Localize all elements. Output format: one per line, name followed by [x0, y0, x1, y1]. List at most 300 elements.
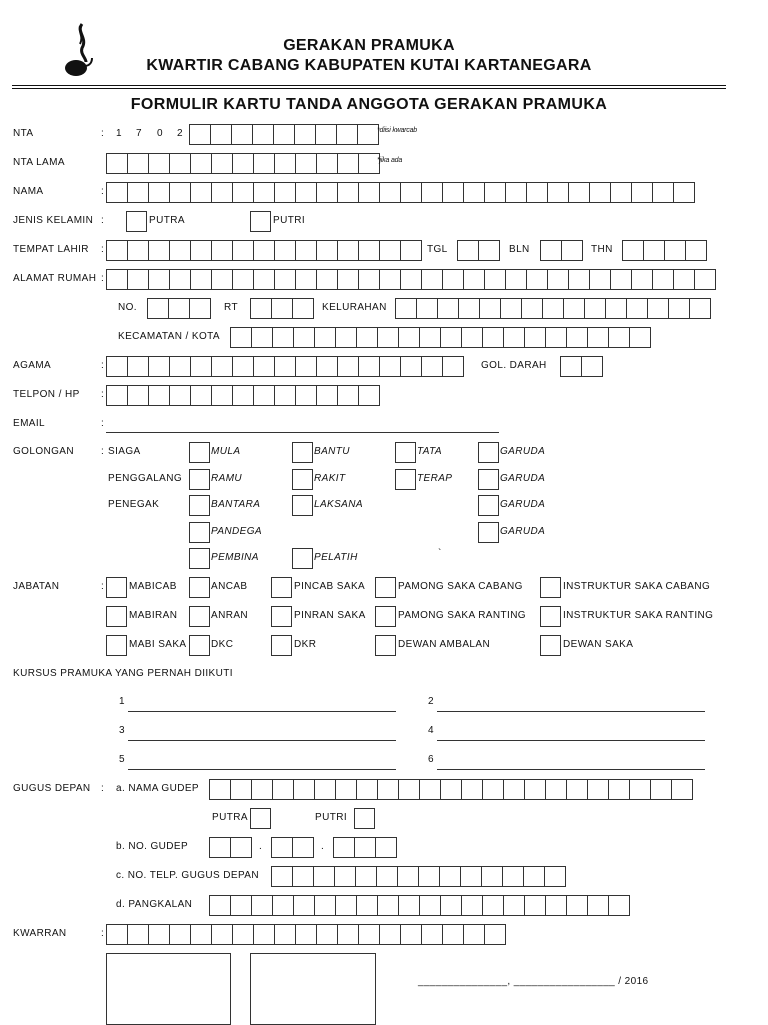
input-cell[interactable] — [315, 124, 337, 145]
input-cell[interactable] — [337, 924, 359, 945]
input-cell[interactable] — [253, 924, 275, 945]
input-cell[interactable] — [608, 779, 630, 800]
no-gudep-input-2[interactable] — [271, 837, 314, 858]
input-cell[interactable] — [500, 298, 522, 319]
input-cell[interactable] — [295, 924, 317, 945]
input-cell[interactable] — [333, 837, 355, 858]
input-cell[interactable] — [457, 240, 479, 261]
anran-checkbox[interactable] — [189, 606, 210, 627]
pamong-saka-ranting-checkbox[interactable] — [375, 606, 396, 627]
input-cell[interactable] — [106, 924, 128, 945]
input-cell[interactable] — [440, 895, 462, 916]
input-cell[interactable] — [106, 153, 128, 174]
input-cell[interactable] — [211, 356, 233, 377]
input-cell[interactable] — [313, 866, 335, 887]
kursus-input-4[interactable] — [437, 740, 705, 741]
input-cell[interactable] — [316, 385, 338, 406]
input-cell[interactable] — [190, 924, 212, 945]
input-cell[interactable] — [232, 182, 254, 203]
input-cell[interactable] — [232, 269, 254, 290]
input-cell[interactable] — [547, 182, 569, 203]
input-cell[interactable] — [647, 298, 669, 319]
input-cell[interactable] — [274, 356, 296, 377]
thn-input[interactable] — [622, 240, 707, 261]
input-cell[interactable] — [230, 327, 252, 348]
input-cell[interactable] — [379, 924, 401, 945]
agama-input[interactable] — [106, 356, 464, 377]
input-cell[interactable] — [335, 895, 357, 916]
input-cell[interactable] — [542, 298, 564, 319]
input-cell[interactable] — [358, 924, 380, 945]
input-cell[interactable] — [335, 779, 357, 800]
kursus-input-6[interactable] — [437, 769, 705, 770]
input-cell[interactable] — [253, 269, 275, 290]
input-cell[interactable] — [316, 269, 338, 290]
input-cell[interactable] — [356, 779, 378, 800]
input-cell[interactable] — [274, 240, 296, 261]
input-cell[interactable] — [127, 924, 149, 945]
nta-lama-input[interactable] — [106, 153, 380, 174]
input-cell[interactable] — [274, 182, 296, 203]
input-cell[interactable] — [664, 240, 686, 261]
input-cell[interactable] — [400, 240, 422, 261]
input-cell[interactable] — [694, 269, 716, 290]
input-cell[interactable] — [668, 298, 690, 319]
input-cell[interactable] — [685, 240, 707, 261]
input-cell[interactable] — [358, 356, 380, 377]
kursus-input-5[interactable] — [128, 769, 396, 770]
pamong-saka-cabang-checkbox[interactable] — [375, 577, 396, 598]
input-cell[interactable] — [398, 895, 420, 916]
input-cell[interactable] — [316, 182, 338, 203]
input-cell[interactable] — [127, 385, 149, 406]
input-cell[interactable] — [230, 779, 252, 800]
input-cell[interactable] — [271, 866, 293, 887]
input-cell[interactable] — [605, 298, 627, 319]
input-cell[interactable] — [337, 269, 359, 290]
input-cell[interactable] — [566, 327, 588, 348]
input-cell[interactable] — [253, 182, 275, 203]
input-cell[interactable] — [211, 385, 233, 406]
input-cell[interactable] — [502, 866, 524, 887]
input-cell[interactable] — [671, 779, 693, 800]
input-cell[interactable] — [463, 182, 485, 203]
input-cell[interactable] — [398, 327, 420, 348]
input-cell[interactable] — [629, 779, 651, 800]
input-cell[interactable] — [610, 182, 632, 203]
input-cell[interactable] — [419, 895, 441, 916]
input-cell[interactable] — [631, 269, 653, 290]
input-cell[interactable] — [251, 779, 273, 800]
input-cell[interactable] — [169, 269, 191, 290]
input-cell[interactable] — [314, 895, 336, 916]
input-cell[interactable] — [545, 327, 567, 348]
telp-gudep-input[interactable] — [271, 866, 566, 887]
input-cell[interactable] — [631, 182, 653, 203]
input-cell[interactable] — [190, 385, 212, 406]
input-cell[interactable] — [358, 269, 380, 290]
input-cell[interactable] — [463, 269, 485, 290]
input-cell[interactable] — [379, 269, 401, 290]
input-cell[interactable] — [461, 779, 483, 800]
input-cell[interactable] — [190, 153, 212, 174]
pincab-saka-checkbox[interactable] — [271, 577, 292, 598]
input-cell[interactable] — [294, 124, 316, 145]
input-cell[interactable] — [416, 298, 438, 319]
input-cell[interactable] — [608, 327, 630, 348]
input-cell[interactable] — [274, 153, 296, 174]
ramu-checkbox[interactable] — [189, 469, 210, 490]
no-gudep-input-3[interactable] — [333, 837, 397, 858]
nama-gudep-input[interactable] — [209, 779, 693, 800]
input-cell[interactable] — [231, 124, 253, 145]
input-cell[interactable] — [482, 779, 504, 800]
input-cell[interactable] — [505, 182, 527, 203]
input-cell[interactable] — [526, 269, 548, 290]
input-cell[interactable] — [421, 356, 443, 377]
input-cell[interactable] — [230, 837, 252, 858]
input-cell[interactable] — [458, 298, 480, 319]
no-input[interactable] — [147, 298, 211, 319]
input-cell[interactable] — [376, 866, 398, 887]
input-cell[interactable] — [440, 779, 462, 800]
input-cell[interactable] — [358, 182, 380, 203]
gudep-putri-checkbox[interactable] — [354, 808, 375, 829]
input-cell[interactable] — [379, 356, 401, 377]
input-cell[interactable] — [629, 327, 651, 348]
input-cell[interactable] — [148, 240, 170, 261]
input-cell[interactable] — [524, 779, 546, 800]
terap-checkbox[interactable] — [395, 469, 416, 490]
input-cell[interactable] — [148, 269, 170, 290]
input-cell[interactable] — [479, 298, 501, 319]
input-cell[interactable] — [211, 240, 233, 261]
input-cell[interactable] — [395, 298, 417, 319]
putri-checkbox[interactable] — [250, 211, 271, 232]
rakit-checkbox[interactable] — [292, 469, 313, 490]
bantu-checkbox[interactable] — [292, 442, 313, 463]
input-cell[interactable] — [505, 269, 527, 290]
putra-checkbox[interactable] — [126, 211, 147, 232]
garuda-penegak-checkbox[interactable] — [478, 495, 499, 516]
tempat-lahir-input[interactable] — [106, 240, 422, 261]
mabicab-checkbox[interactable] — [106, 577, 127, 598]
input-cell[interactable] — [252, 124, 274, 145]
input-cell[interactable] — [337, 153, 359, 174]
input-cell[interactable] — [295, 356, 317, 377]
input-cell[interactable] — [545, 895, 567, 916]
input-cell[interactable] — [232, 153, 254, 174]
input-cell[interactable] — [336, 124, 358, 145]
input-cell[interactable] — [421, 269, 443, 290]
input-cell[interactable] — [478, 240, 500, 261]
input-cell[interactable] — [147, 298, 169, 319]
input-cell[interactable] — [442, 182, 464, 203]
input-cell[interactable] — [463, 924, 485, 945]
input-cell[interactable] — [355, 866, 377, 887]
input-cell[interactable] — [127, 356, 149, 377]
input-cell[interactable] — [461, 327, 483, 348]
input-cell[interactable] — [189, 124, 211, 145]
input-cell[interactable] — [521, 298, 543, 319]
input-cell[interactable] — [673, 182, 695, 203]
input-cell[interactable] — [253, 385, 275, 406]
input-cell[interactable] — [377, 895, 399, 916]
telpon-input[interactable] — [106, 385, 380, 406]
input-cell[interactable] — [127, 240, 149, 261]
input-cell[interactable] — [314, 779, 336, 800]
input-cell[interactable] — [524, 895, 546, 916]
pangkalan-input[interactable] — [209, 895, 630, 916]
input-cell[interactable] — [484, 182, 506, 203]
input-cell[interactable] — [293, 895, 315, 916]
input-cell[interactable] — [461, 895, 483, 916]
input-cell[interactable] — [587, 327, 609, 348]
input-cell[interactable] — [540, 240, 562, 261]
input-cell[interactable] — [335, 327, 357, 348]
input-cell[interactable] — [274, 269, 296, 290]
input-cell[interactable] — [563, 298, 585, 319]
input-cell[interactable] — [526, 182, 548, 203]
input-cell[interactable] — [397, 866, 419, 887]
input-cell[interactable] — [168, 298, 190, 319]
kursus-input-3[interactable] — [128, 740, 396, 741]
pembina-checkbox[interactable] — [189, 548, 210, 569]
input-cell[interactable] — [211, 269, 233, 290]
input-cell[interactable] — [253, 356, 275, 377]
input-cell[interactable] — [148, 924, 170, 945]
pelatih-checkbox[interactable] — [292, 548, 313, 569]
input-cell[interactable] — [400, 269, 422, 290]
tata-checkbox[interactable] — [395, 442, 416, 463]
input-cell[interactable] — [400, 182, 422, 203]
input-cell[interactable] — [337, 182, 359, 203]
input-cell[interactable] — [148, 356, 170, 377]
input-cell[interactable] — [622, 240, 644, 261]
input-cell[interactable] — [292, 298, 314, 319]
alamat-input[interactable] — [106, 269, 716, 290]
input-cell[interactable] — [460, 866, 482, 887]
input-cell[interactable] — [547, 269, 569, 290]
input-cell[interactable] — [587, 779, 609, 800]
input-cell[interactable] — [419, 779, 441, 800]
photo-box-2[interactable] — [250, 953, 376, 1025]
input-cell[interactable] — [211, 924, 233, 945]
input-cell[interactable] — [589, 182, 611, 203]
input-cell[interactable] — [334, 866, 356, 887]
nama-input[interactable] — [106, 182, 695, 203]
input-cell[interactable] — [211, 182, 233, 203]
input-cell[interactable] — [379, 240, 401, 261]
input-cell[interactable] — [148, 182, 170, 203]
mabi-saka-checkbox[interactable] — [106, 635, 127, 656]
dewan-saka-checkbox[interactable] — [540, 635, 561, 656]
dkr-checkbox[interactable] — [271, 635, 292, 656]
input-cell[interactable] — [230, 895, 252, 916]
input-cell[interactable] — [293, 779, 315, 800]
input-cell[interactable] — [169, 924, 191, 945]
garuda-penggalang-checkbox[interactable] — [478, 469, 499, 490]
input-cell[interactable] — [295, 153, 317, 174]
input-cell[interactable] — [316, 356, 338, 377]
mula-checkbox[interactable] — [189, 442, 210, 463]
input-cell[interactable] — [337, 356, 359, 377]
input-cell[interactable] — [652, 269, 674, 290]
input-cell[interactable] — [295, 385, 317, 406]
input-cell[interactable] — [584, 298, 606, 319]
bln-input[interactable] — [540, 240, 583, 261]
input-cell[interactable] — [356, 895, 378, 916]
input-cell[interactable] — [587, 895, 609, 916]
input-cell[interactable] — [314, 327, 336, 348]
input-cell[interactable] — [377, 779, 399, 800]
pinran-saka-checkbox[interactable] — [271, 606, 292, 627]
input-cell[interactable] — [190, 240, 212, 261]
input-cell[interactable] — [673, 269, 695, 290]
input-cell[interactable] — [232, 924, 254, 945]
input-cell[interactable] — [272, 895, 294, 916]
input-cell[interactable] — [442, 356, 464, 377]
input-cell[interactable] — [272, 779, 294, 800]
input-cell[interactable] — [274, 924, 296, 945]
kecamatan-input[interactable] — [230, 327, 651, 348]
input-cell[interactable] — [253, 153, 275, 174]
input-cell[interactable] — [503, 895, 525, 916]
input-cell[interactable] — [273, 124, 295, 145]
input-cell[interactable] — [568, 269, 590, 290]
input-cell[interactable] — [292, 837, 314, 858]
input-cell[interactable] — [568, 182, 590, 203]
input-cell[interactable] — [190, 182, 212, 203]
input-cell[interactable] — [106, 240, 128, 261]
input-cell[interactable] — [421, 924, 443, 945]
input-cell[interactable] — [209, 779, 231, 800]
input-cell[interactable] — [274, 385, 296, 406]
dewan-ambalan-checkbox[interactable] — [375, 635, 396, 656]
input-cell[interactable] — [127, 269, 149, 290]
input-cell[interactable] — [271, 298, 293, 319]
input-cell[interactable] — [253, 240, 275, 261]
photo-box-1[interactable] — [106, 953, 231, 1025]
input-cell[interactable] — [544, 866, 566, 887]
input-cell[interactable] — [148, 385, 170, 406]
input-cell[interactable] — [169, 182, 191, 203]
input-cell[interactable] — [482, 895, 504, 916]
input-cell[interactable] — [337, 240, 359, 261]
input-cell[interactable] — [560, 356, 582, 377]
input-cell[interactable] — [316, 924, 338, 945]
input-cell[interactable] — [608, 895, 630, 916]
input-cell[interactable] — [418, 866, 440, 887]
input-cell[interactable] — [440, 327, 462, 348]
input-cell[interactable] — [127, 182, 149, 203]
input-cell[interactable] — [337, 385, 359, 406]
input-cell[interactable] — [566, 779, 588, 800]
gol-darah-input[interactable] — [560, 356, 603, 377]
input-cell[interactable] — [400, 356, 422, 377]
input-cell[interactable] — [169, 356, 191, 377]
garuda-siaga-checkbox[interactable] — [478, 442, 499, 463]
input-cell[interactable] — [545, 779, 567, 800]
input-cell[interactable] — [106, 182, 128, 203]
input-cell[interactable] — [316, 153, 338, 174]
kwarran-input[interactable] — [106, 924, 506, 945]
input-cell[interactable] — [127, 153, 149, 174]
input-cell[interactable] — [232, 385, 254, 406]
input-cell[interactable] — [524, 327, 546, 348]
input-cell[interactable] — [356, 327, 378, 348]
input-cell[interactable] — [689, 298, 711, 319]
input-cell[interactable] — [421, 182, 443, 203]
input-cell[interactable] — [169, 385, 191, 406]
input-cell[interactable] — [271, 837, 293, 858]
input-cell[interactable] — [251, 895, 273, 916]
kelurahan-input[interactable] — [395, 298, 711, 319]
input-cell[interactable] — [209, 837, 231, 858]
input-cell[interactable] — [148, 153, 170, 174]
input-cell[interactable] — [377, 327, 399, 348]
garuda-pandega-checkbox[interactable] — [478, 522, 499, 543]
input-cell[interactable] — [484, 924, 506, 945]
input-cell[interactable] — [566, 895, 588, 916]
input-cell[interactable] — [211, 153, 233, 174]
input-cell[interactable] — [292, 866, 314, 887]
mabiran-checkbox[interactable] — [106, 606, 127, 627]
gudep-putra-checkbox[interactable] — [250, 808, 271, 829]
input-cell[interactable] — [106, 385, 128, 406]
input-cell[interactable] — [358, 240, 380, 261]
email-input[interactable] — [106, 432, 499, 433]
input-cell[interactable] — [626, 298, 648, 319]
input-cell[interactable] — [358, 385, 380, 406]
pandega-checkbox[interactable] — [189, 522, 210, 543]
input-cell[interactable] — [210, 124, 232, 145]
input-cell[interactable] — [610, 269, 632, 290]
input-cell[interactable] — [484, 269, 506, 290]
input-cell[interactable] — [190, 269, 212, 290]
input-cell[interactable] — [232, 240, 254, 261]
input-cell[interactable] — [169, 240, 191, 261]
input-cell[interactable] — [295, 269, 317, 290]
bantara-checkbox[interactable] — [189, 495, 210, 516]
rt-input[interactable] — [250, 298, 314, 319]
input-cell[interactable] — [169, 153, 191, 174]
input-cell[interactable] — [209, 895, 231, 916]
dkc-checkbox[interactable] — [189, 635, 210, 656]
input-cell[interactable] — [523, 866, 545, 887]
input-cell[interactable] — [272, 327, 294, 348]
input-cell[interactable] — [439, 866, 461, 887]
no-gudep-input-1[interactable] — [209, 837, 252, 858]
input-cell[interactable] — [295, 240, 317, 261]
instruktur-saka-cabang-checkbox[interactable] — [540, 577, 561, 598]
input-cell[interactable] — [106, 269, 128, 290]
input-cell[interactable] — [379, 182, 401, 203]
input-cell[interactable] — [106, 356, 128, 377]
input-cell[interactable] — [400, 924, 422, 945]
input-cell[interactable] — [354, 837, 376, 858]
input-cell[interactable] — [251, 327, 273, 348]
input-cell[interactable] — [589, 269, 611, 290]
input-cell[interactable] — [293, 327, 315, 348]
input-cell[interactable] — [652, 182, 674, 203]
input-cell[interactable] — [295, 182, 317, 203]
input-cell[interactable] — [232, 356, 254, 377]
laksana-checkbox[interactable] — [292, 495, 313, 516]
kursus-input-2[interactable] — [437, 711, 705, 712]
input-cell[interactable] — [503, 327, 525, 348]
input-cell[interactable] — [650, 779, 672, 800]
